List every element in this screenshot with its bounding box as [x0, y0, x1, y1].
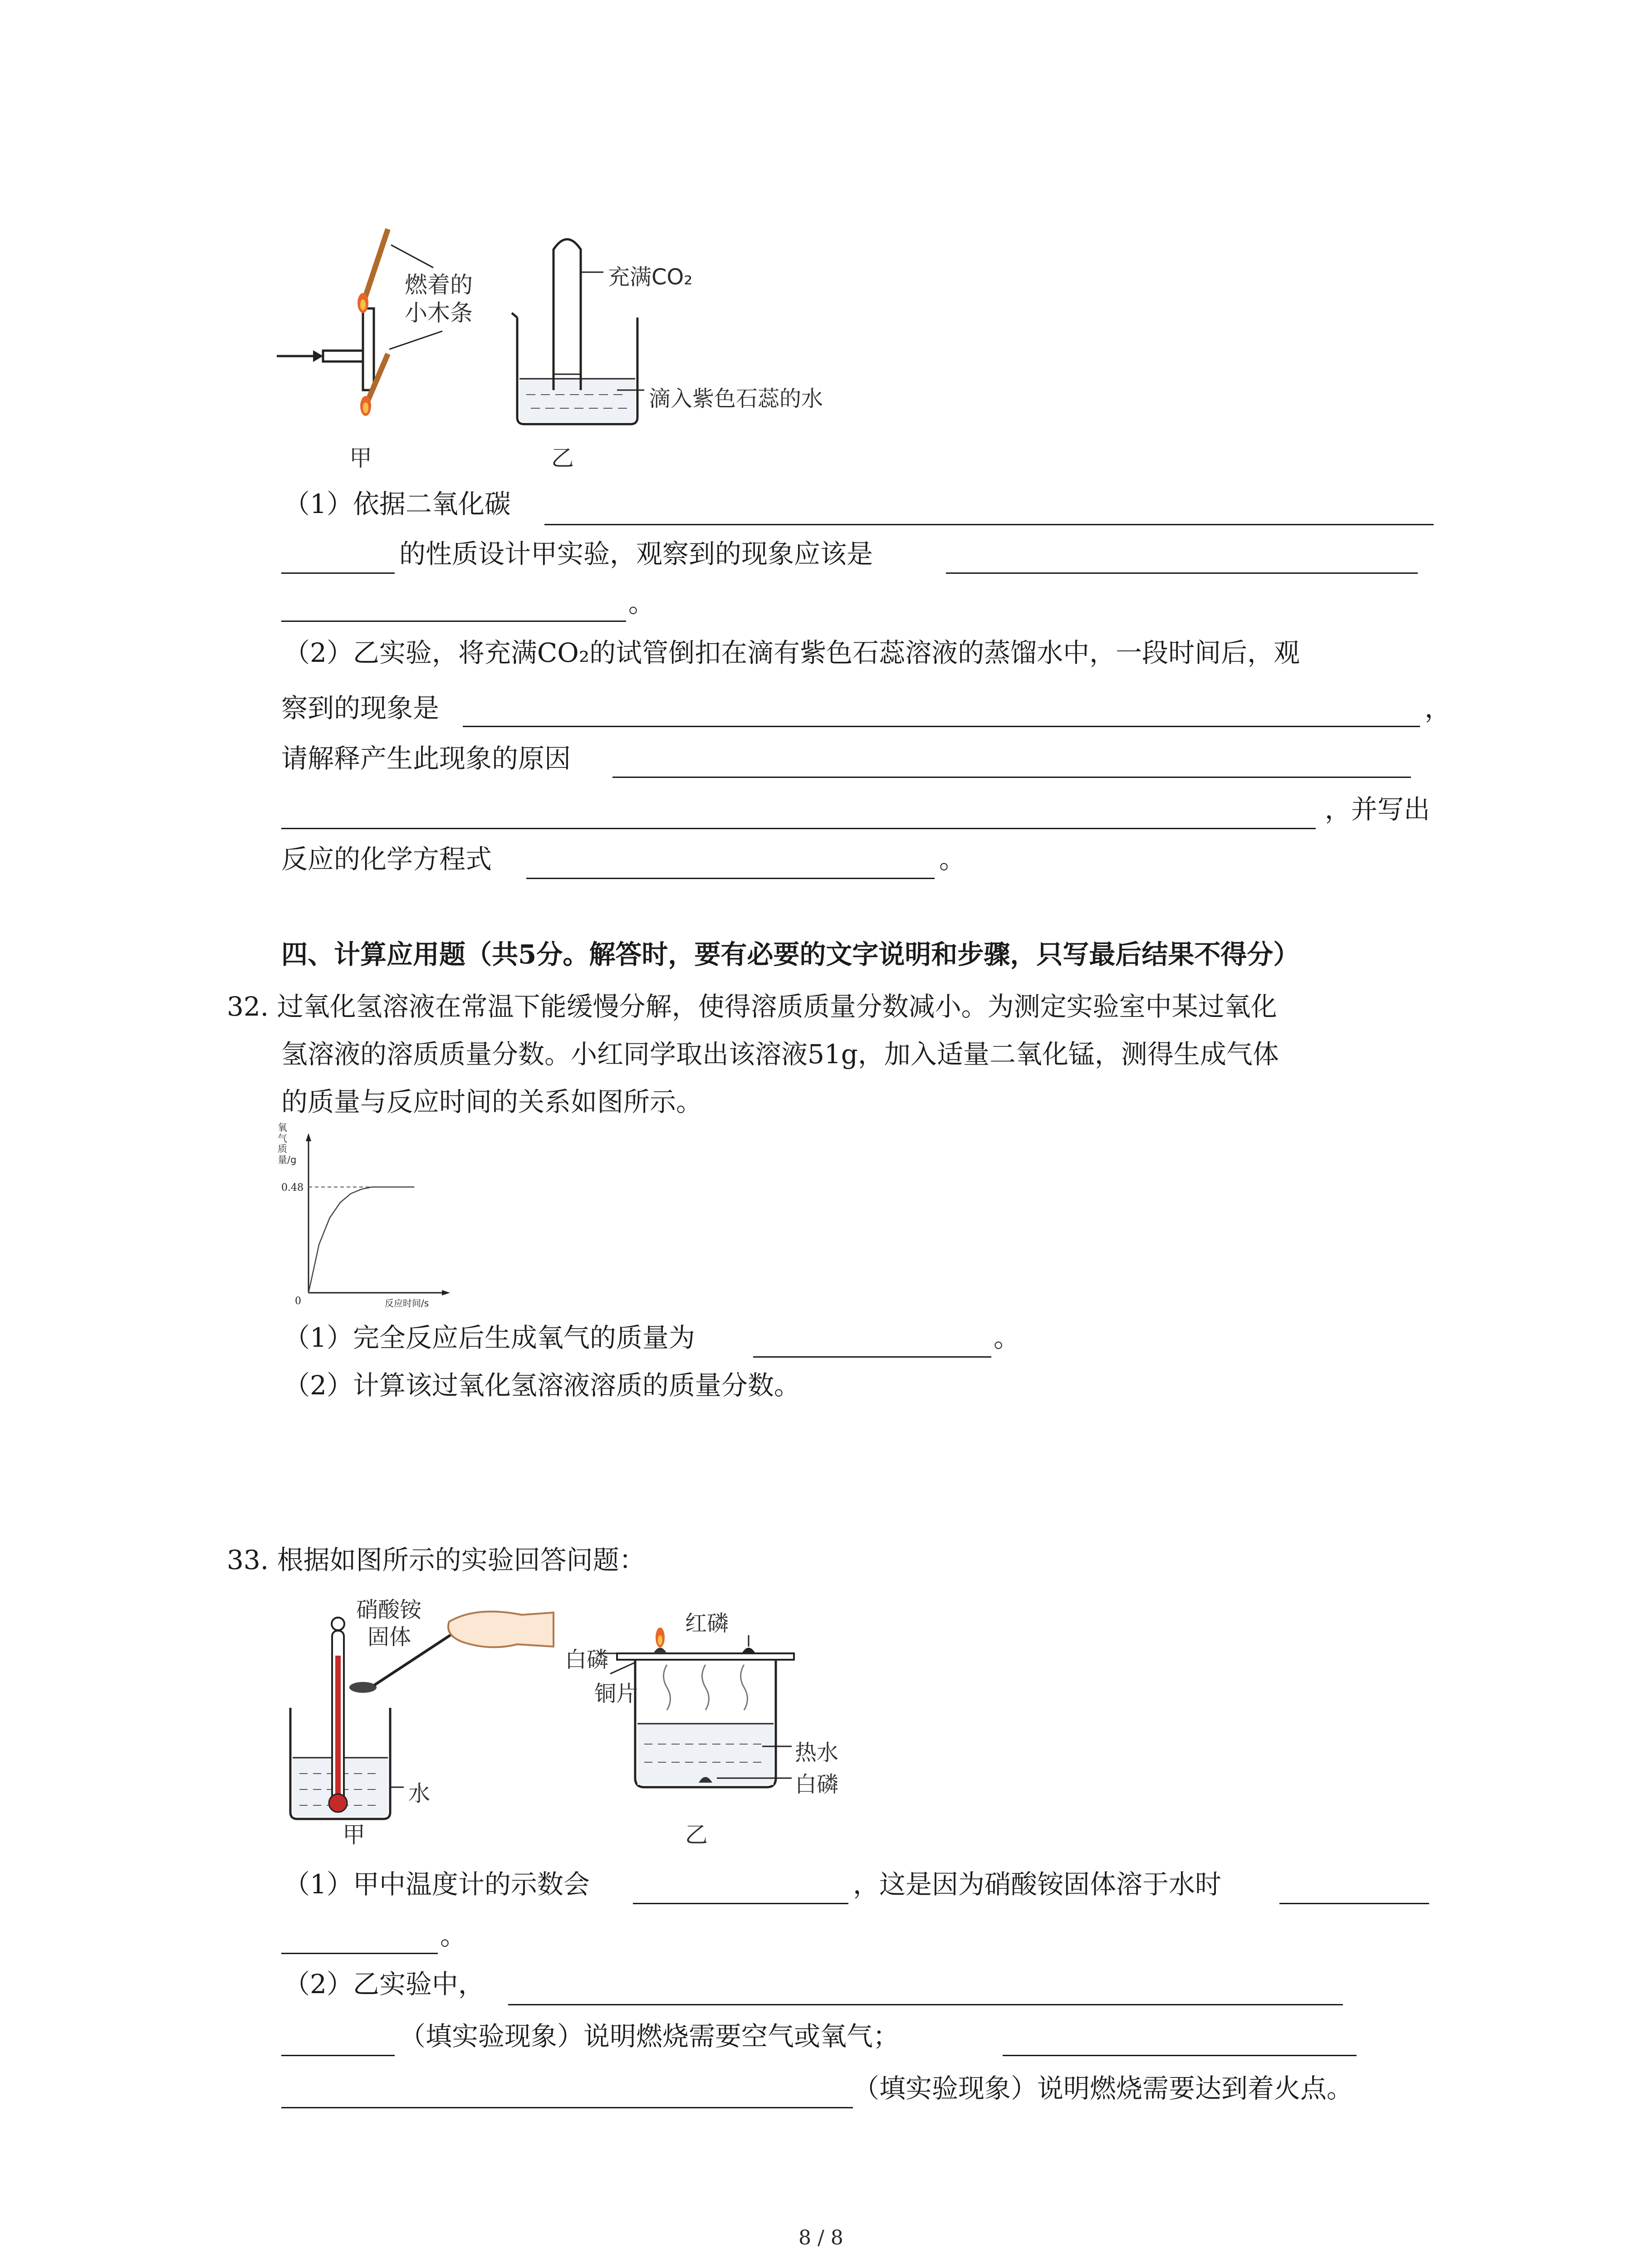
- q31-part2-line5: 反应的化学方程式: [281, 844, 492, 875]
- q33-part2-line1: （2）乙实验中，: [284, 1969, 485, 1999]
- q33-part1-end: 。: [440, 1920, 467, 1951]
- q32-stem-line3: 的质量与反应时间的关系如图所示。: [281, 1086, 703, 1117]
- label-white-phosphorus-top: 白磷: [565, 1647, 609, 1672]
- answer-blank[interactable]: [1279, 1903, 1429, 1904]
- q32-part1: （1）完全反应后生成氧气的质量为: [284, 1322, 695, 1353]
- y-axis-arrow: [306, 1133, 311, 1141]
- answer-blank[interactable]: [281, 828, 1316, 829]
- q32-stem-line2: 氢溶液的溶质质量分数。小红同学取出该溶液51g，加入适量二氧化锰，测得生成气体: [281, 1039, 1279, 1070]
- answer-blank[interactable]: [281, 1953, 438, 1954]
- q31-part1-line1: （1）依据二氧化碳: [284, 489, 511, 519]
- x-axis-arrow: [442, 1290, 450, 1295]
- q31-part1-line2: 的性质设计甲实验，观察到的现象应该是: [399, 538, 873, 569]
- q31-part2-line5-end: 。: [939, 844, 966, 875]
- answer-blank[interactable]: [753, 1356, 991, 1358]
- label-litmus-water: 滴入紫色石蕊的水: [649, 386, 823, 411]
- label-fig-yi: 乙: [685, 1822, 708, 1848]
- label-hot-water: 热水: [795, 1740, 839, 1765]
- label-burning-splint-line1: 燃着的: [405, 272, 473, 298]
- label-ammonium-nitrate-line2: 固体: [367, 1624, 411, 1650]
- q33-stem: 33. 根据如图所示的实验回答问题：: [227, 1545, 646, 1575]
- q32-part1-end: 。: [994, 1322, 1020, 1353]
- label-burning-splint-line2: 小木条: [405, 300, 473, 326]
- q33-part1-line1: （1）甲中温度计的示数会: [284, 1869, 590, 1900]
- answer-blank[interactable]: [1003, 2055, 1357, 2056]
- page-number: 8 / 8: [798, 2226, 843, 2249]
- label-water: 水: [408, 1781, 431, 1806]
- answer-blank[interactable]: [281, 621, 626, 622]
- y-tick-label: 0.48: [281, 1182, 304, 1193]
- q31-figure: [272, 218, 817, 472]
- label-fig-jia: 甲: [343, 1822, 365, 1848]
- q33-part2-line2: （填实验现象）说明燃烧需要空气或氧气；: [399, 2021, 900, 2052]
- label-yi: 乙: [551, 445, 574, 471]
- oxygen-mass-chart: [263, 1122, 472, 1315]
- q31-part1-end: 。: [628, 587, 655, 618]
- q31-part2-line3: 请解释产生此现象的原因: [281, 743, 571, 774]
- label-white-phosphorus-bottom: 白磷: [795, 1772, 839, 1797]
- answer-blank[interactable]: [281, 2055, 395, 2056]
- x-axis-label: 反应时间/s: [385, 1298, 429, 1309]
- answer-blank[interactable]: [612, 777, 1411, 778]
- answer-blank[interactable]: [633, 1903, 848, 1904]
- q32-part2: （2）计算该过氧化氢溶液溶质的质量分数。: [284, 1370, 800, 1401]
- answer-blank[interactable]: [508, 2004, 1343, 2005]
- q31-part2-line1: （2）乙实验，将充满CO₂的试管倒扣在滴有紫色石蕊溶液的蒸馏水中，一段时间后，观: [284, 637, 1300, 668]
- q33-part1-line1b: ，这是因为硝酸铵固体溶于水时: [853, 1869, 1222, 1900]
- q31-part2-line4-end: ，并写出: [1325, 794, 1430, 825]
- q32-stem-line1: 32. 过氧化氢溶液在常温下能缓慢分解，使得溶质质量分数减小。为测定实验室中某过氧化: [227, 991, 1277, 1022]
- answer-blank[interactable]: [463, 726, 1420, 727]
- label-red-phosphorus: 红磷: [685, 1611, 729, 1636]
- series-curve: [309, 1187, 414, 1293]
- label-co2-tube: 充满CO₂: [608, 264, 693, 290]
- origin-label: 0: [295, 1295, 301, 1307]
- label-ammonium-nitrate-line1: 硝酸铵: [356, 1597, 422, 1623]
- answer-blank[interactable]: [544, 524, 1434, 525]
- answer-blank[interactable]: [281, 572, 395, 574]
- q31-part2-comma: ，: [1425, 693, 1451, 723]
- section4-heading: 四、计算应用题（共5分。解答时，要有必要的文字说明和步骤，只写最后结果不得分）: [281, 939, 1300, 970]
- answer-blank[interactable]: [281, 2107, 853, 2108]
- q33-part2-line3: （填实验现象）说明燃烧需要达到着火点。: [853, 2073, 1353, 2104]
- answer-blank[interactable]: [526, 878, 935, 879]
- label-jia: 甲: [349, 445, 372, 471]
- q31-part2-line2: 察到的现象是: [281, 693, 440, 723]
- answer-blank[interactable]: [946, 572, 1418, 574]
- y-axis-label: 氧气质量/g: [278, 1122, 297, 1165]
- label-copper-sheet: 铜片: [594, 1681, 638, 1706]
